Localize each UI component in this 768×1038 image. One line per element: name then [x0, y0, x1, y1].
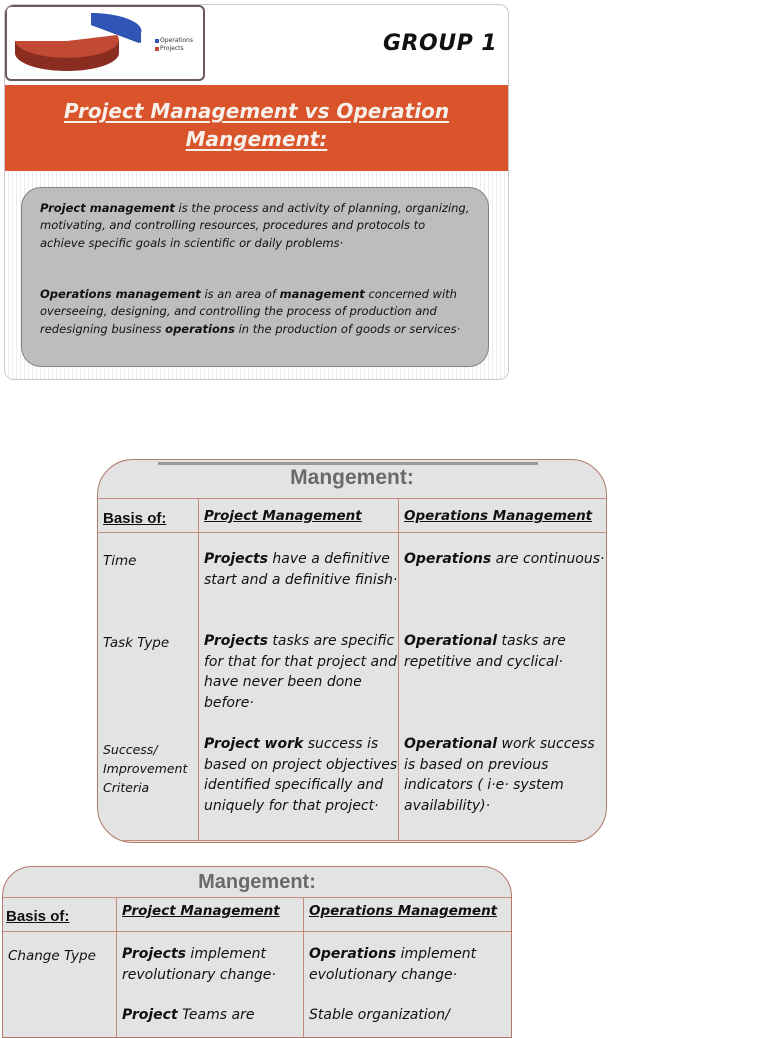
header-project-management: Project Management	[117, 898, 304, 932]
slide-comparison-1	[97, 459, 607, 843]
table-header-row	[3, 898, 513, 932]
project-time: Projects have a definitive start and a definitive finish·	[204, 549, 398, 631]
basis-column	[3, 932, 117, 1038]
comparison-table	[2, 897, 512, 1038]
project-change-type: Projects implement revolutionary change·	[122, 944, 303, 1005]
slide-title: Mangement:	[3, 871, 511, 894]
operations-column	[304, 932, 513, 1038]
header-operations-management: Operations Management	[399, 499, 608, 533]
basis-task-type: Task Type	[103, 633, 198, 736]
table-row	[98, 533, 608, 841]
header-basis: Basis of:	[98, 499, 199, 533]
pie-chart-thumbnail	[5, 5, 205, 81]
cropped-title-remnant	[158, 459, 538, 465]
operations-management-definition: Operations management is an area of management concerned with overseeing, designing, and controlling the process of production and redesigning business operations in the production of goods or services·	[40, 286, 470, 338]
legend-item-operations: Operations	[155, 37, 193, 45]
slide-title: Project Management vs Operation Mangement:	[5, 97, 508, 153]
project-management-definition: Project management is the process and activity of planning, organizing, motivating, and controlling resources, procedures and protocols to achieve specific goals in scientific or daily problems·	[40, 200, 470, 252]
header-project-management: Project Management	[199, 499, 399, 533]
basis-change-type: Change Type	[8, 946, 116, 967]
slide-comparison-2	[2, 866, 512, 1038]
legend-item-projects: Projects	[155, 45, 193, 53]
operations-success-criteria: Operational work success is based on previous indicators ( i·e· system availability)·	[404, 734, 607, 816]
pie-chart	[7, 7, 157, 77]
project-column	[117, 932, 304, 1038]
operations-time: Operations are continuous·	[404, 549, 607, 631]
basis-column	[98, 533, 199, 841]
table-row	[3, 932, 513, 1038]
operations-teams: Stable organization/	[309, 1005, 512, 1026]
definition-card	[21, 187, 489, 367]
title-banner	[5, 85, 508, 171]
basis-time: Time	[103, 551, 198, 633]
comparison-table	[97, 498, 607, 841]
table-header-row	[98, 499, 608, 533]
operations-task-type: Operational tasks are repetitive and cyclical·	[404, 631, 607, 734]
operations-change-type: Operations implement evolutionary change·	[309, 944, 512, 1005]
project-column	[199, 533, 399, 841]
slide-title: Mangement:	[98, 466, 606, 490]
group-label: GROUP 1	[383, 31, 497, 56]
pie-legend	[155, 37, 193, 53]
project-success-criteria: Project work success is based on project objectives identified specifically and uniquely for that project·	[204, 734, 398, 816]
header-operations-management: Operations Management	[304, 898, 513, 932]
operations-column	[399, 533, 608, 841]
header-basis: Basis of:	[3, 898, 117, 932]
project-teams: Project Teams are	[122, 1005, 303, 1026]
slide-intro	[4, 4, 509, 380]
project-task-type: Projects tasks are specific for that for that project and have never been done before·	[204, 631, 398, 734]
basis-success-criteria: Success/ Improvement Criteria	[103, 740, 198, 797]
